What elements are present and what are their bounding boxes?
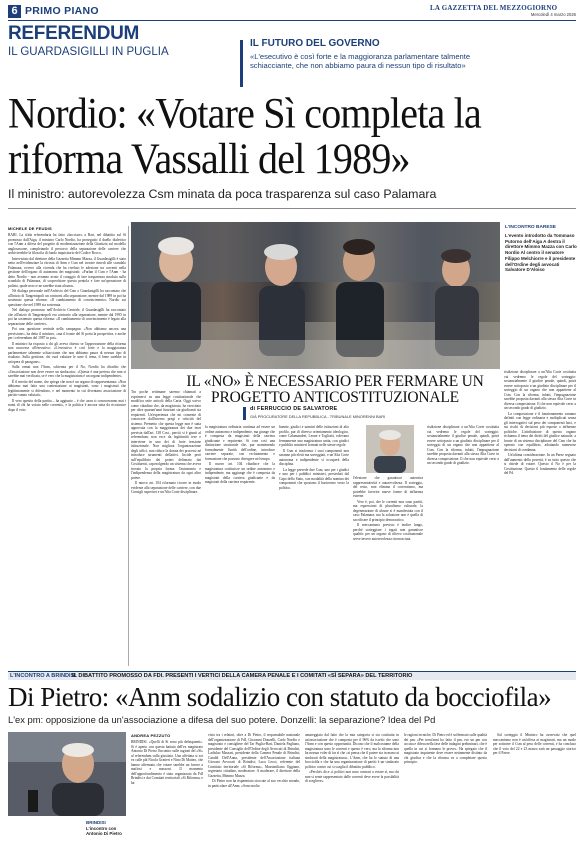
page-number-box: 6 (8, 5, 21, 18)
main-col1-p3: Né dialoga personale nell'Archivio del Csm o Guardasigilli ha raccontato che all'inizio di Tangentopoli un contrarsi alla separazione, mentre dal 1989 in poi ha sostenuto questa riforma: «Il cambiamento di convincimento» Nordio sui questione che nel 1989 sia sostenuta. (8, 289, 126, 307)
opinion-col-3 (279, 425, 349, 666)
bottom-col1-p1: BRINDISI. «Quelli di Sì sono più delinquenti». Si è aperto con questa battuta dell'ex magistrato Antonio Di Pietro l'incontro sulle ragioni del «Sì» al referendum sulla giustizia. Una affettata si sot ex calle plà Nicola Gratteri e Nino Di Matteo, che hanno affermato che votare sarebbe un favore a mafiosi e massoni. Il momento dell'approfondimento è stato organizzato da FdI Brindisi e dai Comitati territoriali «Sì Riforma» e ha (131, 740, 203, 785)
main-col1-p5: Poi una questione centrale nella campagna: «Non abbiamo ancora una previsione», ha detto il ministro, «ma il fronte del Sì porta la prospettiva, e anche per i referendum del 1987 in poi». (8, 327, 126, 340)
main-col1-p2: Intervistato dal direttore della Gazzetta Mimmo Mazza, il Guardasigilli è stato netto nell'evidenziare la ritrosia di Anm e Csm nel trovare rimedi alle scandalo Palamara, ovvero alla vicenda che ha rivelato le adesione tra correnti nella gestione dell'organo di autonoma dei magistrati: «Furlan il Csm e l'Anm - ha detto Nordio - non avranno avuto il coraggio di fare trasparenza assoluta sullo scandalo di Palamara, di scoperchiare questa pentola e fare un'operazione di pulizia, quale non ce ne sarebbe stata alcuna». (8, 256, 126, 288)
opinion-col1-p2: Il nuovo art. 104 riformato ricorre in modo evidente alla separazione delle carriere, con due Consigli superiori e un'Alta Corte disciplinare. (131, 481, 201, 494)
opinion-col4-p1: l'elezione che garantisce autentica rappresentatività e autorevolezza. Il sorteggio, del resto, non elimina il correntismo, ma potrebbe favorire nuove forme di influenza esterne. (353, 476, 423, 498)
opinion-role: GIÀ PROCURATORE DELLA REPUBBLICA - TRIBUNALE MINORENNI BARI (250, 414, 386, 419)
brindisi-photo-caption: L'incontro con Antonio Di Pietro (86, 826, 122, 837)
author-portrait (366, 425, 414, 473)
bottom-col-2 (208, 733, 300, 838)
photo-caption-label: L'INCONTRO BARESE (505, 225, 556, 230)
opinion-col-5 (504, 370, 576, 666)
opinion-col2-p1: la magistratura ordinaria continua ad essere un ordine autonomo e indipendente, ma giunge che è composta da magistrati della carriera giudicante e requirente. Si crea così una distinzione strutturale che, pur mantenendo formalmente l'unità dell'ordine, introduce carriere separate, con reclutamento e formazione che possono divergere nel tempo. (205, 425, 275, 461)
top-rule (8, 20, 576, 21)
opinion-col5-p1: risdizione disciplinare a un'Alta Corte costituita cui vedremo le regole del sorteggio: sostanzialmente il giudice penale, quindi, potrà essere sottoposto a un giudizio disciplinare per il sorteggio di un organo che non appartiene al Csm. Con la riforma, infatti, l'impugnazione sarebbe proposta davanti alla stessa Alta Corte in diversa composizione. Il che non equivale certo a un secondo grado di giudizio. (504, 370, 576, 410)
bottom-col2-p2: Di Pietro non ha risparmiato stoccate al suo vecchio mondo, in particolare all'Anm. «Sono molto (208, 779, 300, 788)
main-headline: Nordio: «Votare Sì completa la riforma Vassalli del 1989» (8, 88, 481, 183)
main-photo (131, 222, 500, 369)
bottom-col4-p2: Sul sorteggio il Ministro ha osservato che quel meccanismo non è un'offesa ai magistrati, ma un modo per sottrarre il Csm al peso delle correnti, e ha concluso che il voto del 22 e 23 marzo sarà un passaggio storico per il Paese. (493, 733, 576, 755)
bottom-col3-p2: «Perché» dice «i politici non sono contrari a votare sì, ma chi non si sente rappresentato dalle correnti deve avere la possibilità di scegliere». (305, 770, 399, 783)
kicker-subtitle: IL GUARDASIGILLI IN PUGLIA (8, 46, 169, 58)
quote-box-text: «L'esecutivo è così forte e la maggioranza parlamentare talmente schiacciante, che non abbiamo paura di nessun tipo di risultato» (250, 52, 471, 70)
opinion-byline: di FERRUCCIO DE SALVATORE (250, 406, 338, 412)
opinion-headline: IL «NO» È NECESSARIO PER FERMARE UN PROGETTO ANTICOSTITUZIONALE (186, 373, 484, 406)
brindisi-scene (8, 732, 126, 816)
opinion-col3-p2: Il Csm si trasforma: i suoi componenti non saranno più eletti ma sorteggiati, e un'Alta Corte autonoma e indipendente si occuperà della disciplina. (279, 448, 349, 466)
main-col1-p6: Il ministro ha risposto a chi gli aveva chiesto se l'approvazione della riforma non nuocesse all'esecutivo: «L'esecutivo è così forte e la maggioranza parlamentare talmente schiacciante che non abbiamo paura di nessun tipo di risultato. Sulla gestione, chi vuol valutare le urne il tema, il bene sarebbe in un'opera di paragone». (8, 341, 126, 364)
main-col1-p4: Nel dialogo promosso nell'Archivio Centrale, il Guardasigilli ha raccontato che all'inizio di Tangentopoli era contrario alla separazione, mentre dal 1995 in poi ha sostenuto questa riforma: «Il cambiamento di convincimento è legato alla separazione delle carriere». (8, 308, 126, 326)
opinion-col3-p3: La legge prevede due Csm, uno per i giudici e uno per i pubblici ministeri, presieduti dal Capo dello Stato, con modalità della nomina dei componenti che spostano il baricentro verso la politica. (279, 467, 349, 490)
opinion-author-photo (366, 425, 414, 473)
opinion-col4-p3: Il meccanismo previsto è inoltre lungo, perché sorteggiare i togati non garantisce qualità: per un organo di rilievo costituzionale serve invece autorevolezza riconosciuta. (353, 523, 423, 541)
bottom-col3-p1: amareggiato dal fatto che la mia categoria si sia costituita in un'associazione che è composta per il 96% da iscritti che sono l'Anm e con questo opportunità. Dicono che il malcostume della magistratura sono le correnti e questo è vero, ma la riforma non ha nessun voler di far sì che «si pensa che il potere sia in mano ai sindacati della magistratura». L'Anm, che ha lo statuto di una bocciofila e che ha una organizzazione di partiti è un sindacato politico contro cui si scaglia il dibattito pubblico. (305, 733, 399, 769)
brindisi-photo-label: BRINDISI (86, 820, 106, 825)
opinion-col-4 (353, 476, 423, 666)
opinion-col4-p2: Vero è, poi, che le correnti non sono partiti, ma espressioni di pluralismo culturale, la degenerazione di alcune si è manifestata con il caso Palamara; ma la soluzione non è quella di sacrificare il principio democratico. (353, 499, 423, 522)
photo-caption-text: L'evento introdotto da Tommaso Putorno dell'Aiga A destra il direttore Mimmo Mazza con Carlo Nordio Al centro il senatore Filippo Melchiorre e il presidente dell'Ordine degli avvocati Salvatore D'Aloiso (505, 233, 577, 273)
opinion-col1-p1: Tra poche settimane saremo chiamati a esprimerci su una legge costituzionale che modifica sette articoli della Carta. Oggi scrivo come cittadino che, da magistrato, ha esercitato per oltre quarant'anni funzioni sia giudicanti sia requirenti. Un'esperienza che mi consente di conoscere dall'interno pregi e criticità del sistema. Premetto che questa legge non è stata approvata con la maggioranza dei due terzi prevista dall'art. 138 Cost., perciò si è giunti al referendum; non esce da legittimità tese e interviene in uno dei di forte tensione istituzionale. Non migliora l'organizzazione degli uffici, non riduce la durata dei processi né introduce strumenti deflattivi. Incide però sull'equilibrio dei poteri delineato dai Costituenti, capovolgendo un sistema che aveva trovato la propria forma: l'autonomia e l'indipendenza della magistratura da ogni altro potere. (131, 390, 201, 480)
opinion-col3-p1: buente, giudici e uomini delle istituzioni di alto profilo, pur di diverso orientamento ideologico, come Calamandrei, Leone e Togliatti, volevano fermamente una magistratura unita, con giudici e pubblici ministeri formati nelle stesse regole. (279, 425, 349, 447)
bottom-col-4 (404, 733, 576, 838)
brindisi-photo (8, 732, 126, 816)
opinion-byline-bar (243, 407, 246, 420)
bottom-col2-p1: visto tra i relatori, oltre a Di Pietro, il responsabile nazionale dell'organizzazione di FdI, Giovanni Donzelli, Carlo Nordio e magistrato e consigliere del Tar Puglia-Bari, Daniela Pagliano, presidente del Consiglio dell'Ordine degli Avvocati di Brindisi, Ladislao Massari, presidente della Camera Penale di Brindisi; Cataldi Dell'Anna, presidente dell'Associazione italiana Giovani Avvocati di Brindisi; Luca Leoci, referente del Comitato territoriale «Sì Riforma», Massimiliano Oggiano, segretario cittadino, moderatore. A moderare, il direttore della Gazzetta, Mimmo Mazza. (208, 733, 300, 778)
opinion-col2-p2: Il nuovo art. 104 ribadisce che la magistratura costituisce un ordine autonomo e indipendente, ma aggiunge che è composta da magistrati della carriera giudicante e da magistrati della carriera requirente. (205, 462, 275, 484)
main-col1-p9: Il vero quesito della partita – ha aggiunto – è che «non si conosceranno mai i nomi di chi ha votato nelle correnti», e la politica è ancora tutta da ricostruire dopo il voto. (8, 398, 126, 412)
main-byline: MICHELE DE FEUDIS (8, 226, 52, 231)
masthead: LA GAZZETTA DEL MEZZOGIORNO (430, 4, 558, 12)
opinion-col-2 (205, 425, 275, 666)
main-col1-p8: È il merito del nome, che spiega che non è un organo di rappresentanza: «Non abbiamo mai fatto una contestazione ai magistrati, sono i magistrati che legittimamente si difendono, e nel momento in cui diventano associazione di partito vanno valutati». (8, 379, 126, 397)
photo-scene (131, 222, 500, 369)
bottom-col-3 (305, 733, 399, 838)
bottom-col4-p1: le ragioni tecniche, Di Pietro ed è soffermato sulle qualità dei pm: «Per trent'anni ho fatto il pm, ero un pm con accusa e difesa nella fase delle indagini preliminari, che è quella in cui si formano le prove». Ha spiegato che il magistrato inquirente deve essere nettamente distinto da chi giudica e che la riforma va a completare questo principio. (404, 733, 487, 764)
quote-box-bar (240, 40, 243, 87)
opinion-col-4b (427, 425, 499, 666)
bottom-headline: Di Pietro: «Anm sodalizio con statuto da bocciofila» (8, 682, 552, 712)
bottom-col-1 (131, 740, 203, 838)
opinion-col-1 (131, 390, 201, 666)
main-col1-p7: Sulla ormai non l'Anm, schierata per il No, Nordio ha ribadito che «l'associazione non deve essere un sindacato»: «Questa è una pretesa che non si sarebbe mai verificata, se è vero che la magistratura è un organo indipendente». (8, 365, 126, 378)
bottom-strip-label: L'INCONTRO A BRINDISI (10, 673, 76, 679)
quote-box-title: IL FUTURO DEL GOVERNO (250, 38, 380, 49)
main-col-divider (128, 226, 129, 666)
main-article-col-1 (8, 233, 126, 665)
section-label: PRIMO PIANO (25, 5, 99, 17)
bottom-byline: ANDREA PEZZUTO (131, 733, 171, 738)
main-deck: Il ministro: autorevolezza Csm minata da poca trasparenza sul caso Palamara (8, 187, 437, 201)
date-line: Mercoledì 4 marzo 2026 (530, 12, 576, 17)
main-col1-p1: BARI. La sfida referendaria ha fatto «bocciare» a Bari, nel dibattito sul Sì promosso dall'Aiga, il ministro Carlo Nordio, ha proseguito il duello dialettico con l'Anm a difesa del progetto di modernizzazione della Giustizia sul modello anglosassone, completando il percorso della separazione delle carriere che archivierebbe la filosofia di fondo inquisitorio del Codice Rocco. (8, 233, 126, 255)
opinion-col5-p2: La composizione e il funzionamento saranno definiti con legge ordinaria e moltiplicati senza gli interrogativi sul peso dei componenti laici, e sui rischi di decisioni più esposte a influenze politiche. L'attribuzione di questo organo richiama il tema dei diritti del giudice naturale, a fronte di un sistema disciplinare del Csm che ha operato con equilibrio, adottando numerose decisioni di condanna. (504, 411, 576, 452)
kicker-title: REFERENDUM (8, 23, 140, 44)
bottom-strip-text: IL DIBATTITO PROMOSSO DA FDI. PRESENTI I VERTICI DELLA CAMERA PENALE E I COMITATI «SÌ SEPARA» DEL TERRITORIO (72, 673, 413, 679)
opinion-col4b-p1: risdizione disciplinare a un'Alta Corte costituita cui vedremo le regole del sorteggio: sostanzialmente il giudice penale, quindi, potrà essere sottoposto a un giudizio disciplinare per il sorteggio di un organo che non appartiene al Csm. Con la riforma, infatti, l'impugnazione sarebbe proposta davanti alla stessa Alta Corte in diversa composizione. Il che non equivale certo a un secondo grado di giudizio. (427, 425, 499, 465)
bottom-deck: L'ex pm: opposizione da un'associazione a difesa del suo potere. Donzelli: la separazione? Idea del Pd (8, 714, 436, 725)
opinion-col5-p3: Un'ultima considerazione. In un Paese segnato dall'aumento della povertà, è su tutto questo che si chiede di votare. Questo il No è per la Costituzione. Questo il fondamento delle regole del Pd. (504, 453, 576, 475)
deck-rule (8, 208, 576, 209)
